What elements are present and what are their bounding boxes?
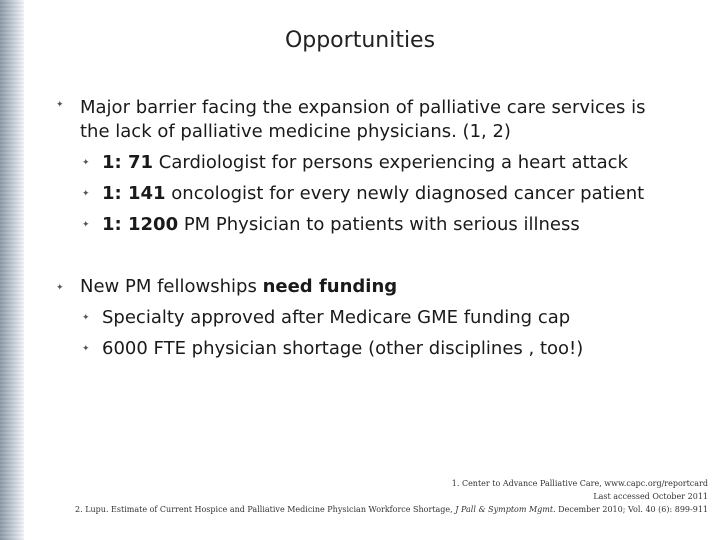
- bullet-icon: ✦: [82, 344, 90, 354]
- reference-1-accessed: Last accessed October 2011: [593, 492, 708, 501]
- slide-title: Opportunities: [284, 28, 436, 53]
- ratio-text: 1: 1200: [102, 214, 179, 235]
- sub-bullet-fte-shortage: 6000 FTE physician shortage (other disciplines , too!): [102, 338, 584, 359]
- reference-2-journal: J Pall & Symptom Mgmt.: [455, 505, 556, 514]
- sub-bullet-text: Cardiologist for persons experiencing a heart attack: [153, 152, 628, 173]
- reference-2-details: December 2010; Vol. 40 (6): 899-911: [555, 505, 708, 514]
- sub-bullet-cardiologist: [102, 147, 692, 178]
- bullet-icon: ✦: [82, 220, 90, 230]
- bullet-icon: ✦: [82, 313, 90, 323]
- bullet-icon: ✦: [56, 100, 64, 110]
- bullet-icon: ✦: [82, 158, 90, 168]
- bullet-icon: ✦: [82, 189, 90, 199]
- ratio-text: 1: 71: [102, 152, 154, 173]
- bullet-2-emphasis: need funding: [262, 276, 398, 297]
- sub-bullet-text: PM Physician to patients with serious illness: [178, 214, 580, 235]
- bullet-2: [80, 271, 680, 302]
- bullet-1-line-2: the lack of palliative medicine physicians. (1, 2): [80, 121, 511, 142]
- sub-bullet-pm-physician: [102, 209, 692, 240]
- bullet-icon: ✦: [56, 283, 64, 293]
- ratio-text: 1: 141: [102, 183, 166, 204]
- references: [28, 477, 708, 516]
- bullet-2-text: New PM fellowships: [80, 276, 263, 297]
- bullet-1-line-1: Major barrier facing the expansion of palliative care services is: [80, 97, 646, 118]
- reference-2: [28, 503, 708, 516]
- decorative-side-bar: [0, 0, 24, 540]
- sub-bullet-specialty: Specialty approved after Medicare GME funding cap: [102, 307, 571, 328]
- sub-bullet-text: oncologist for every newly diagnosed cancer patient: [165, 183, 645, 204]
- reference-2-text: 2. Lupu. Estimate of Current Hospice and Palliative Medicine Physician Workforce Shortage,: [75, 505, 456, 514]
- sub-bullet-oncologist: [102, 178, 692, 209]
- reference-1: 1. Center to Advance Palliative Care, www.capc.org/reportcard: [451, 479, 708, 488]
